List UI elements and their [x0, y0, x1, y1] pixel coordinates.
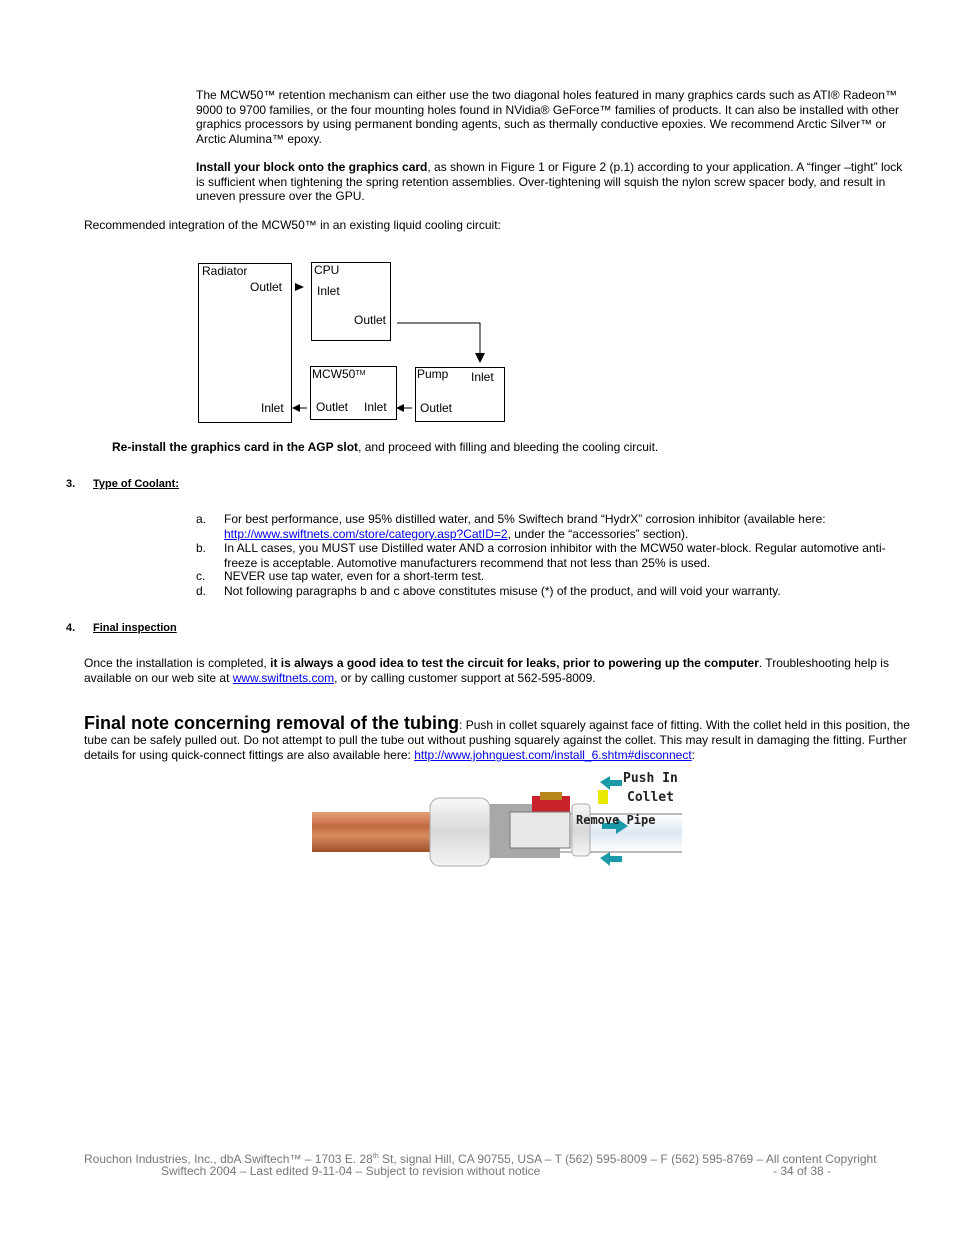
section-4-title: Final inspection [93, 622, 177, 634]
radiator-inlet-label: Inlet [261, 401, 284, 415]
mcw50-outlet-label: Outlet [316, 400, 349, 414]
final-note-heading: Final note concerning removal of the tubing [84, 713, 460, 733]
section-3-title: Type of Coolant: [93, 478, 179, 490]
integration-caption: Recommended integration of the MCW50™ in an existing liquid cooling circuit: [84, 218, 501, 232]
cpu-title: CPU [314, 263, 340, 277]
footer-line-1: Rouchon Industries, Inc., dbA Swiftech™ – 1703 E. 28th St, signal Hill, CA 90755, USA – T (562) 595-8009 – F (562) 595-8769 – All content Copyright [84, 1152, 877, 1166]
mcw50-inlet-label: Inlet [364, 400, 387, 414]
intro-paragraph-1: The MCW50™ retention mechanism can either use the two diagonal holes featured in many graphics cards such as ATI® Radeon™ 9000 to 9700 families, or the four mounting holes found in NVidia® GeForce™ families of products. It can also be installed with other graphics processors by using permanent bonding agents, such as thermally conductive epoxies. We recommend Arctic Silver™ or Arctic Alumina™ epoxy. [196, 88, 900, 146]
label-collet: Collet [627, 790, 674, 805]
cpu-outlet-label: Outlet [354, 313, 387, 327]
mcw50-to-radiator-arrowhead [292, 404, 300, 412]
diagram-arrows [0, 0, 954, 450]
install-bold: Install your block onto the graphics card [196, 160, 428, 174]
radiator-outlet-label: Outlet [250, 280, 283, 294]
radiator-title: Radiator [202, 264, 248, 278]
install-rest: , as shown in Figure 1 or Figure 2 (p.1) according to your application. A “finger –tight” lock is sufficient when tightening the spring retention assemblies. Over-tightening will squish the nylon screw spacer body, and result in uneven pressure over the GPU. [196, 160, 903, 203]
push-in-lower-arrow-icon [600, 852, 622, 866]
hydrx-store-link[interactable]: http://www.swiftnets.com/store/category.asp?CatID=2 [224, 526, 508, 541]
pump-to-mcw50-arrowhead [396, 404, 404, 412]
cpu-to-pump-arrowhead [475, 353, 485, 363]
push-fitting-illustration [310, 768, 685, 876]
pump-title: Pump [417, 367, 449, 381]
label-remove-pipe: Remove Pipe [576, 813, 656, 827]
collet-teeth [540, 792, 562, 800]
final-note-paragraph: Final note concerning removal of the tubing: Push in collet squarely against face of fitting. With the collet held in this position, the tube can be safely pulled out. Do not attempt to pull the tube out without pushing squarely against the collet. This may result in damaging the fitting. Further details for using quick-connect fittings are also available here: http://www.johnguest.com/install_6.shtm#disconnect: [84, 713, 910, 762]
pump-inlet-label: Inlet [471, 370, 494, 384]
radiator-to-cpu-arrow [295, 283, 304, 291]
johnguest-link[interactable]: http://www.johnguest.com/install_6.shtm#disconnect [414, 748, 692, 762]
pump-outlet-label: Outlet [420, 401, 453, 415]
final-inspection-paragraph: Once the installation is completed, it is always a good idea to test the circuit for leaks, prior to powering up the computer. Troubleshooting help is available on our web site at www.swiftnets.com, or by calling customer support at 562-595-8009. [84, 656, 889, 685]
push-in-arrow-icon [600, 776, 622, 790]
cpu-inlet-label: Inlet [317, 284, 340, 298]
reinstall-paragraph: Re-install the graphics card in the AGP slot, and proceed with filling and bleeding the cooling circuit. [112, 440, 659, 454]
collet-ring [572, 804, 590, 856]
collet-edge [598, 790, 608, 804]
footer-line-2: Swiftech 2004 – Last edited 9-11-04 – Subject to revision without notice [161, 1164, 541, 1178]
fitting-body [430, 798, 490, 866]
collet [510, 812, 570, 848]
mcw50-title: MCW50™ [312, 367, 366, 381]
page-number: - 34 of 38 - [773, 1164, 832, 1178]
cpu-to-pump-line [397, 323, 480, 355]
label-push-in: Push In [623, 771, 678, 786]
swiftnets-link[interactable]: www.swiftnets.com [232, 670, 335, 685]
